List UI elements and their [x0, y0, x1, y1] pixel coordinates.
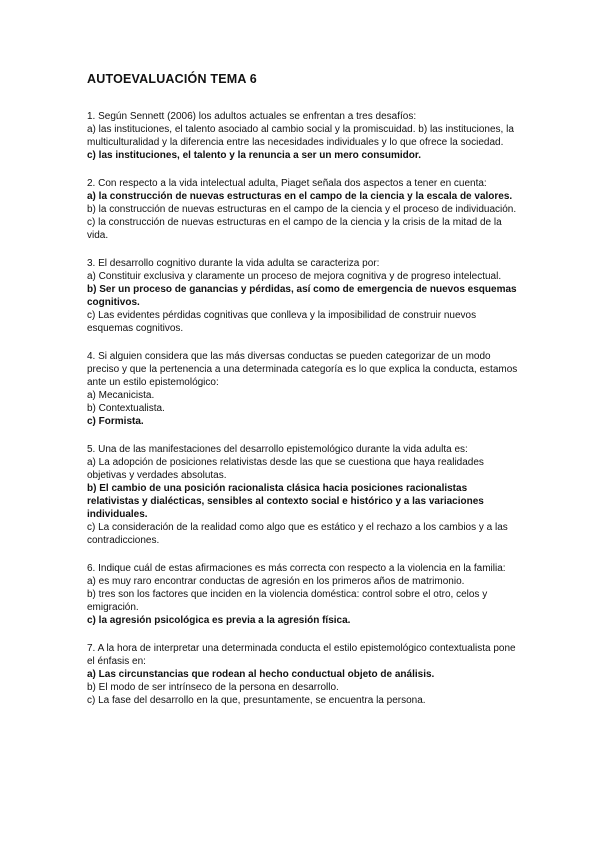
answer-option-correct: b) Ser un proceso de ganancias y pérdidas, así como de emergencia de nuevos esquemas cognitivos. [87, 284, 517, 308]
answer-option-correct: a) Las circunstancias que rodean al hecho conductual objeto de análisis. [87, 669, 435, 680]
answer-option: c) La consideración de la realidad como algo que es estático y el rechazo a los cambios y a las contradicciones. [87, 522, 508, 546]
question-stem: 7. A la hora de interpretar una determinada conducta el estilo epistemológico contextualista pone el énfasis en: [87, 643, 516, 667]
answer-option: a) es muy raro encontrar conductas de agresión en los primeros años de matrimonio. [87, 576, 465, 587]
answer-option: b) Contextualista. [87, 403, 165, 414]
question-3 [87, 257, 519, 335]
answer-option: b) El modo de ser intrínseco de la persona en desarrollo. [87, 682, 339, 693]
answer-option-correct: a) la construcción de nuevas estructuras en el campo de la ciencia y la escala de valores. [87, 191, 513, 202]
answer-option: c) Las evidentes pérdidas cognitivas que conlleva y la imposibilidad de construir nuevos esquemas cognitivos. [87, 310, 477, 334]
answer-option-correct: b) El cambio de una posición racionalista clásica hacia posiciones racionalistas relativistas y dialécticas, sensibles al contexto social e histórico y a las variaciones individuales. [87, 483, 484, 520]
question-stem: 6. Indique cuál de estas afirmaciones es más correcta con respecto a la violencia en la familia: [87, 563, 506, 574]
question-6 [87, 562, 519, 627]
question-stem: 4. Si alguien considera que las más diversas conductas se pueden categorizar de un modo preciso y que la pertenencia a una determinada categoría es lo que explica la conducta, estamos ante un estilo epistemológico: [87, 351, 518, 388]
answer-option-correct: c) las instituciones, el talento y la renuncia a ser un mero consumidor. [87, 150, 421, 161]
page-title: AUTOEVALUACIÓN TEMA 6 [87, 72, 257, 86]
question-stem: 2. Con respecto a la vida intelectual adulta, Piaget señala dos aspectos a tener en cuenta: [87, 178, 487, 189]
question-list [87, 110, 519, 722]
answer-option-correct: c) Formista. [87, 416, 144, 427]
answer-option: c) La fase del desarrollo en la que, presuntamente, se encuentra la persona. [87, 695, 426, 706]
question-5 [87, 443, 519, 547]
question-1 [87, 110, 519, 162]
answer-option: a) las instituciones, el talento asociado al cambio social y la promiscuidad. b) las instituciones, la multiculturalidad y la diferencia entre las necesidades individuales y lo que ofrece la sociedad. [87, 124, 514, 148]
question-stem: 1. Según Sennett (2006) los adultos actuales se enfrentan a tres desafíos: [87, 111, 417, 122]
answer-option: b) la construcción de nuevas estructuras en el campo de la ciencia y el proceso de individuación. [87, 204, 517, 215]
answer-option-correct: c) la agresión psicológica es previa a la agresión física. [87, 615, 351, 626]
answer-option: b) tres son los factores que inciden en la violencia doméstica: control sobre el otro, celos y emigración. [87, 589, 488, 613]
question-stem: 5. Una de las manifestaciones del desarrollo epistemológico durante la vida adulta es: [87, 444, 468, 455]
answer-option: a) Constituir exclusiva y claramente un proceso de mejora cognitiva y de progreso intelectual. [87, 271, 502, 282]
question-4 [87, 350, 519, 428]
answer-option: a) La adopción de posiciones relativistas desde las que se cuestiona que haya realidades objetivas y verdades absolutas. [87, 457, 484, 481]
question-7 [87, 642, 519, 707]
question-2 [87, 177, 519, 242]
answer-option: a) Mecanicista. [87, 390, 155, 401]
question-stem: 3. El desarrollo cognitivo durante la vida adulta se caracteriza por: [87, 258, 380, 269]
answer-option: c) la construcción de nuevas estructuras en el campo de la ciencia y la crisis de la mitad de la vida. [87, 217, 502, 241]
